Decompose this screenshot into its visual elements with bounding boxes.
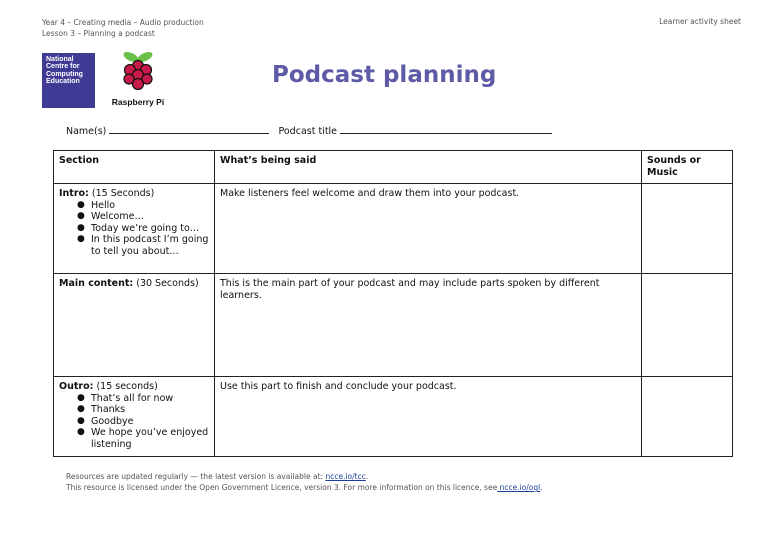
footer-line-1: [66, 471, 543, 482]
ogl-link[interactable]: ncce.io/ogl: [497, 483, 541, 492]
intro-section-cell: [54, 184, 215, 274]
names-label: Name(s): [66, 126, 107, 137]
page-title: Podcast planning: [272, 62, 497, 88]
table-row-outro: [54, 377, 733, 457]
footer-line2-end: .: [540, 483, 543, 492]
intro-label: Intro:: [59, 188, 89, 199]
intro-sounds-cell[interactable]: [642, 184, 733, 274]
list-item: ● Welcome…: [77, 211, 209, 223]
name-title-fields: [66, 123, 552, 137]
podcast-plan-table: [53, 150, 733, 457]
header-section: Section: [54, 151, 215, 184]
list-item: ● Goodbye: [77, 416, 209, 428]
podcast-title-label: Podcast title: [278, 126, 338, 137]
sheet-type: Learner activity sheet: [659, 17, 741, 26]
main-said-cell[interactable]: This is the main part of your podcast and may include parts spoken by different learners.: [215, 274, 642, 377]
outro-label: Outro:: [59, 381, 94, 392]
list-item: ● Hello: [77, 200, 209, 212]
intro-said-cell[interactable]: Make listeners feel welcome and draw them into your podcast.: [215, 184, 642, 274]
table-row-main: [54, 274, 733, 377]
list-item: ● We hope you’ve enjoyed listening: [77, 427, 209, 450]
lesson-text: Lesson 3 – Planning a podcast: [42, 29, 155, 38]
footer-updated-text: Resources are updated regularly — the latest version is available at:: [66, 472, 326, 481]
header-meta: [42, 17, 204, 39]
list-item: ● Thanks: [77, 404, 209, 416]
ncce-logo-line: Computing: [46, 70, 83, 78]
tcc-link[interactable]: ncce.io/tcc: [325, 472, 366, 481]
intro-points: [59, 200, 209, 258]
list-item: ● In this podcast I’m going to tell you about…: [77, 234, 209, 257]
outro-said-cell[interactable]: Use this part to finish and conclude your podcast.: [215, 377, 642, 457]
unit-text: Year 4 – Creating media – Audio production: [42, 18, 204, 27]
main-section-cell: [54, 274, 215, 377]
main-sounds-cell[interactable]: [642, 274, 733, 377]
outro-sounds-cell[interactable]: [642, 377, 733, 457]
table-header-row: [54, 151, 733, 184]
footer-line-2: [66, 482, 543, 493]
outro-duration: (15 seconds): [96, 381, 158, 392]
main-label: Main content:: [59, 278, 134, 289]
outro-points: [59, 393, 209, 451]
raspberry-pi-label: Raspberry Pi: [111, 97, 165, 107]
ncce-logo-line: Centre for: [46, 63, 80, 71]
list-item: ● That’s all for now: [77, 393, 209, 405]
list-item: ● Today we’re going to…: [77, 223, 209, 235]
raspberry-pi-logo: [108, 51, 168, 109]
podcast-title-blank[interactable]: [340, 123, 552, 134]
ncce-logo-line: Education: [46, 77, 80, 85]
names-blank[interactable]: [109, 123, 269, 134]
ncce-logo: [42, 53, 95, 108]
footer-licence-text: This resource is licensed under the Open Government Licence, version 3. For more information on this licence, see: [66, 483, 498, 492]
header-said: What’s being said: [215, 151, 642, 184]
ncce-logo-line: National: [46, 56, 74, 63]
raspberry-icon: [120, 51, 156, 95]
outro-section-cell: [54, 377, 215, 457]
footer-line1-end: .: [365, 472, 369, 481]
main-duration: (30 Seconds): [136, 278, 199, 289]
table-row-intro: [54, 184, 733, 274]
footer: [66, 471, 543, 493]
header-sounds: Sounds or Music: [642, 151, 733, 184]
intro-duration: (15 Seconds): [91, 188, 155, 199]
